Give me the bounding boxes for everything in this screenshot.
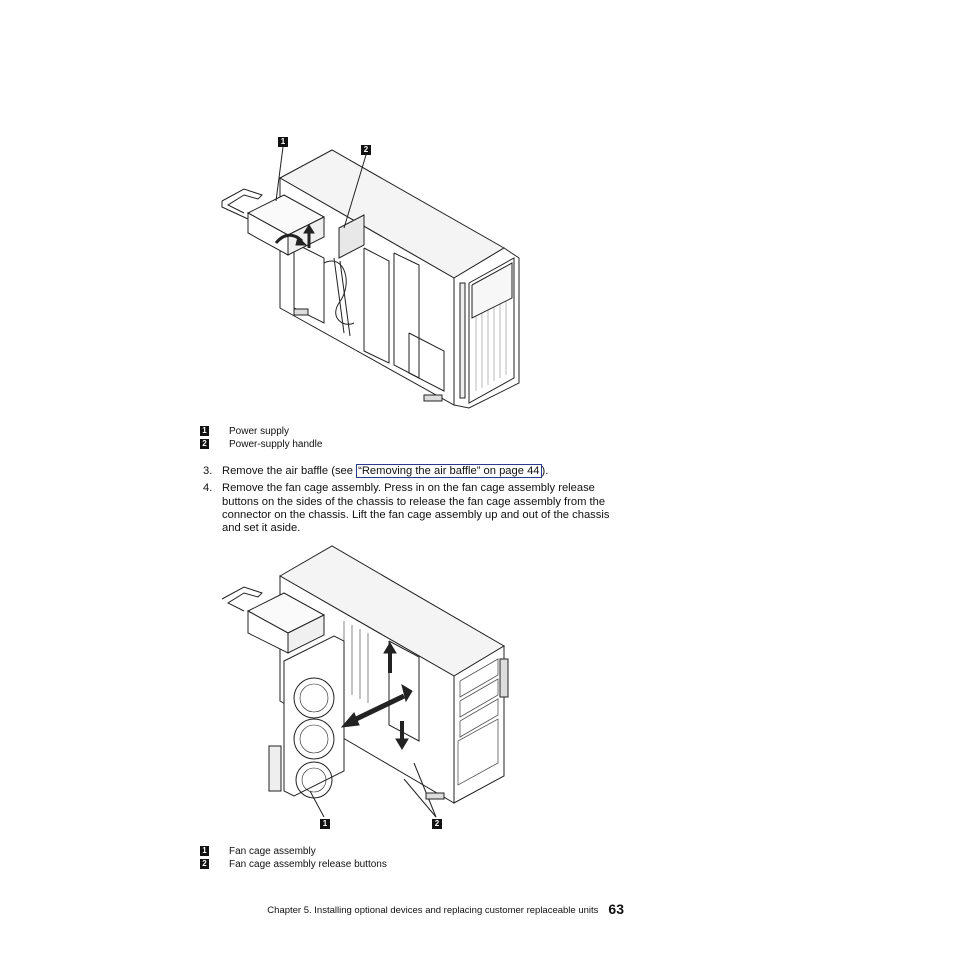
step-text: Remove the air baffle (see <box>222 465 357 477</box>
legend-text: Fan cage assembly release buttons <box>229 859 387 870</box>
step-text-end: ). <box>541 465 549 477</box>
legend-text: Fan cage assembly <box>229 846 316 857</box>
legend-number: 2 <box>200 859 209 869</box>
legend-number: 1 <box>200 846 209 856</box>
procedure-steps <box>200 465 630 539</box>
callout-1: 1 <box>278 137 288 147</box>
callout-1: 1 <box>320 819 330 829</box>
page-footer <box>267 900 624 916</box>
step-text: Remove the fan cage assembly. Press in on the fan cage assembly release buttons on the sides of the chassis to release the fan cage assembly from the connector on the chassis. Lift the fan cage assembly up and out of the chassis and set it aside. <box>222 482 610 535</box>
callout-2: 2 <box>432 819 442 829</box>
legend-text: Power-supply handle <box>229 439 323 450</box>
step-number: 4. <box>203 482 213 495</box>
step-number: 3. <box>203 465 213 477</box>
fan-cage-illustration <box>214 541 534 831</box>
power-supply-illustration <box>214 133 534 413</box>
step-3 <box>200 465 630 478</box>
page-number: 63 <box>608 901 624 917</box>
chapter-title: Chapter 5. Installing optional devices and replacing customer replaceable units <box>267 905 599 916</box>
air-baffle-link[interactable]: “Removing the air baffle” on page 44 <box>358 465 540 477</box>
legend-text: Power supply <box>229 426 290 437</box>
callout-2: 2 <box>361 145 371 155</box>
legend-number: 2 <box>200 439 209 449</box>
legend-number: 1 <box>200 426 209 436</box>
step-4 <box>200 482 630 535</box>
